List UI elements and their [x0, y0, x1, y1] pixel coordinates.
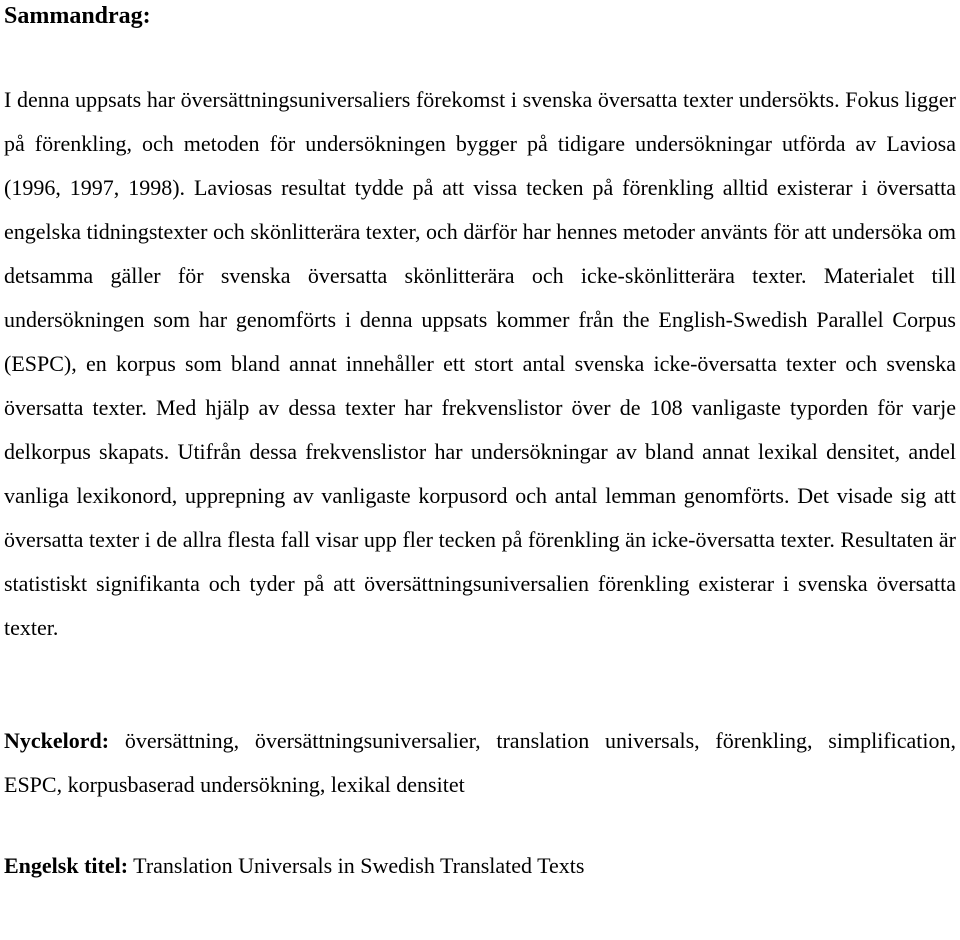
english-title-line	[4, 844, 956, 888]
keywords-label: Nyckelord:	[4, 728, 110, 753]
keywords-line	[4, 719, 956, 807]
keywords-text: översättning, översättningsuniversalier, translation universals, förenkling, simplification, ESPC, korpusbaserad undersökning, lexikal densitet	[4, 728, 957, 797]
summary-paragraph: I denna uppsats har översättningsuniversaliers förekomst i svenska översatta texter undersökts. Fokus ligger på förenkling, och metoden för undersökningen bygger på tidigare undersökningar utförda av Laviosa (1996, 1997, 1998). Laviosas resultat tydde på att vissa tecken på förenkling alltid existerar i översatta engelska tidningstexter och skönlitterära texter, och därför har hennes metoder använts för att undersöka om detsamma gäller för svenska översatta skönlitterära och icke-skönlitterära texter. Materialet till undersökningen som har genomförts i denna uppsats kommer från the English-Swedish Parallel Corpus (ESPC), en korpus som bland annat innehåller ett stort antal svenska icke-översatta texter och svenska översatta texter. Med hjälp av dessa texter har frekvenslistor över de 108 vanligaste typorden för varje delkorpus skapats. Utifrån dessa frekvenslistor har undersökningar av bland annat lexikal densitet, andel vanliga lexikonord, upprepning av vanligaste korpusord och antal lemman genomförts. Det visade sig att översatta texter i de allra flesta fall visar upp fler tecken på förenkling än icke-översatta texter. Resultaten är statistiskt signifikanta och tyder på att översättningsuniversalien förenkling existerar i svenska översatta texter.	[4, 87, 956, 640]
english-title-label: Engelsk titel:	[4, 853, 129, 878]
english-title-text: Translation Universals in Swedish Translated Texts	[133, 853, 585, 878]
document-page	[4, 0, 956, 888]
summary-heading: Sammandrag:	[4, 3, 151, 29]
